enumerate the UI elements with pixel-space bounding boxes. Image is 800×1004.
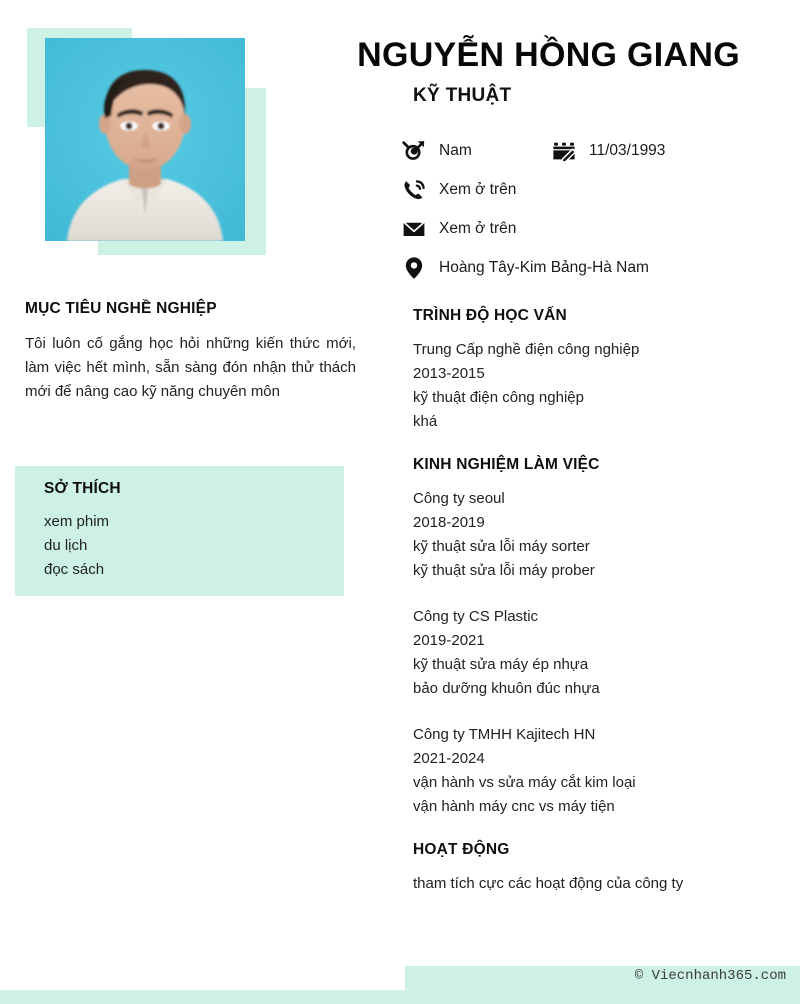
contact-birthdate <box>551 138 665 164</box>
objective-title: MỤC TIÊU NGHỀ NGHIỆP <box>25 300 217 317</box>
contact-email <box>401 216 516 242</box>
experience-line: Công ty seoul <box>413 490 505 508</box>
contact-phone-value: Xem ở trên <box>439 180 517 198</box>
list-item: đọc sách <box>44 561 105 578</box>
contact-row <box>401 131 800 170</box>
hobbies-section <box>15 466 344 596</box>
envelope-icon <box>401 216 427 242</box>
experience-section <box>413 456 780 819</box>
experience-line: 2019-2021 <box>413 632 485 650</box>
experience-entry <box>413 487 780 583</box>
activities-line: tham tích cực các hoạt động của công ty <box>413 875 684 893</box>
experience-line: vận hành vs sửa máy cắt kim loại <box>413 774 636 792</box>
contact-birthdate-value: 11/03/1993 <box>589 141 666 159</box>
hobbies-title: SỞ THÍCH <box>44 480 121 497</box>
experience-line: kỹ thuật sửa lỗi máy prober <box>413 562 595 580</box>
profile-photo <box>45 38 245 241</box>
right-column <box>350 0 800 918</box>
footer-bar <box>405 966 800 990</box>
objective-body: Tôi luôn cố gắng học hỏi những kiến thức mới, làm việc hết mình, sẵn sàng đón nhận thử thách mới để nâng cao kỹ năng chuyên môn <box>25 335 356 400</box>
right-sections <box>350 307 800 896</box>
photo-block <box>0 0 340 300</box>
experience-line: Công ty TMHH Kajitech HN <box>413 726 596 744</box>
contact-info <box>350 131 800 287</box>
contact-row <box>401 209 800 248</box>
location-pin-icon <box>401 255 427 281</box>
activities-section <box>413 841 780 896</box>
contact-gender-value: Nam <box>439 141 472 159</box>
experience-entry <box>413 723 780 819</box>
list-item: du lịch <box>44 537 88 554</box>
experience-line: kỹ thuật sửa máy ép nhựa <box>413 656 589 674</box>
job-title: KỸ THUẬT <box>413 85 512 107</box>
education-line: khá <box>413 413 438 431</box>
bottom-strip <box>0 990 800 1004</box>
activities-title: HOẠT ĐỘNG <box>413 841 510 859</box>
education-lines <box>413 338 780 434</box>
phone-icon <box>401 177 427 203</box>
calendar-edit-icon <box>551 138 577 164</box>
page-title: NGUYỄN HỒNG GIANG <box>357 36 740 74</box>
experience-line: bảo dưỡng khuôn đúc nhựa <box>413 680 600 698</box>
contact-gender <box>401 138 551 164</box>
contact-phone <box>401 177 516 203</box>
education-line: Trung Cấp nghề điện công nghiệp <box>413 341 640 359</box>
activities-lines <box>413 872 780 896</box>
experience-line: Công ty CS Plastic <box>413 608 539 626</box>
experience-line: 2021-2024 <box>413 750 485 768</box>
contact-address-value: Hoàng Tây-Kim Bảng-Hà Nam <box>439 258 649 276</box>
contact-row <box>401 248 800 287</box>
experience-line: 2018-2019 <box>413 514 485 532</box>
experience-line: kỹ thuật sửa lỗi máy sorter <box>413 538 590 556</box>
experience-entries <box>413 487 780 819</box>
gender-icon <box>401 138 427 164</box>
left-column <box>0 300 390 578</box>
experience-line: vận hành máy cnc vs máy tiện <box>413 798 615 816</box>
contact-row <box>401 170 800 209</box>
contact-email-value: Xem ở trên <box>439 219 517 237</box>
objective-section <box>0 300 390 404</box>
education-section <box>413 307 780 434</box>
education-title: TRÌNH ĐỘ HỌC VẤN <box>413 307 567 325</box>
education-line: kỹ thuật điện công nghiệp <box>413 389 584 407</box>
contact-address <box>401 255 649 281</box>
education-line: 2013-2015 <box>413 365 485 383</box>
experience-entry <box>413 605 780 701</box>
hobbies-list <box>44 510 344 582</box>
experience-title: KINH NGHIỆM LÀM VIỆC <box>413 456 600 474</box>
footer-copyright: © Viecnhanh365.com <box>634 968 786 984</box>
list-item: xem phim <box>44 513 110 530</box>
